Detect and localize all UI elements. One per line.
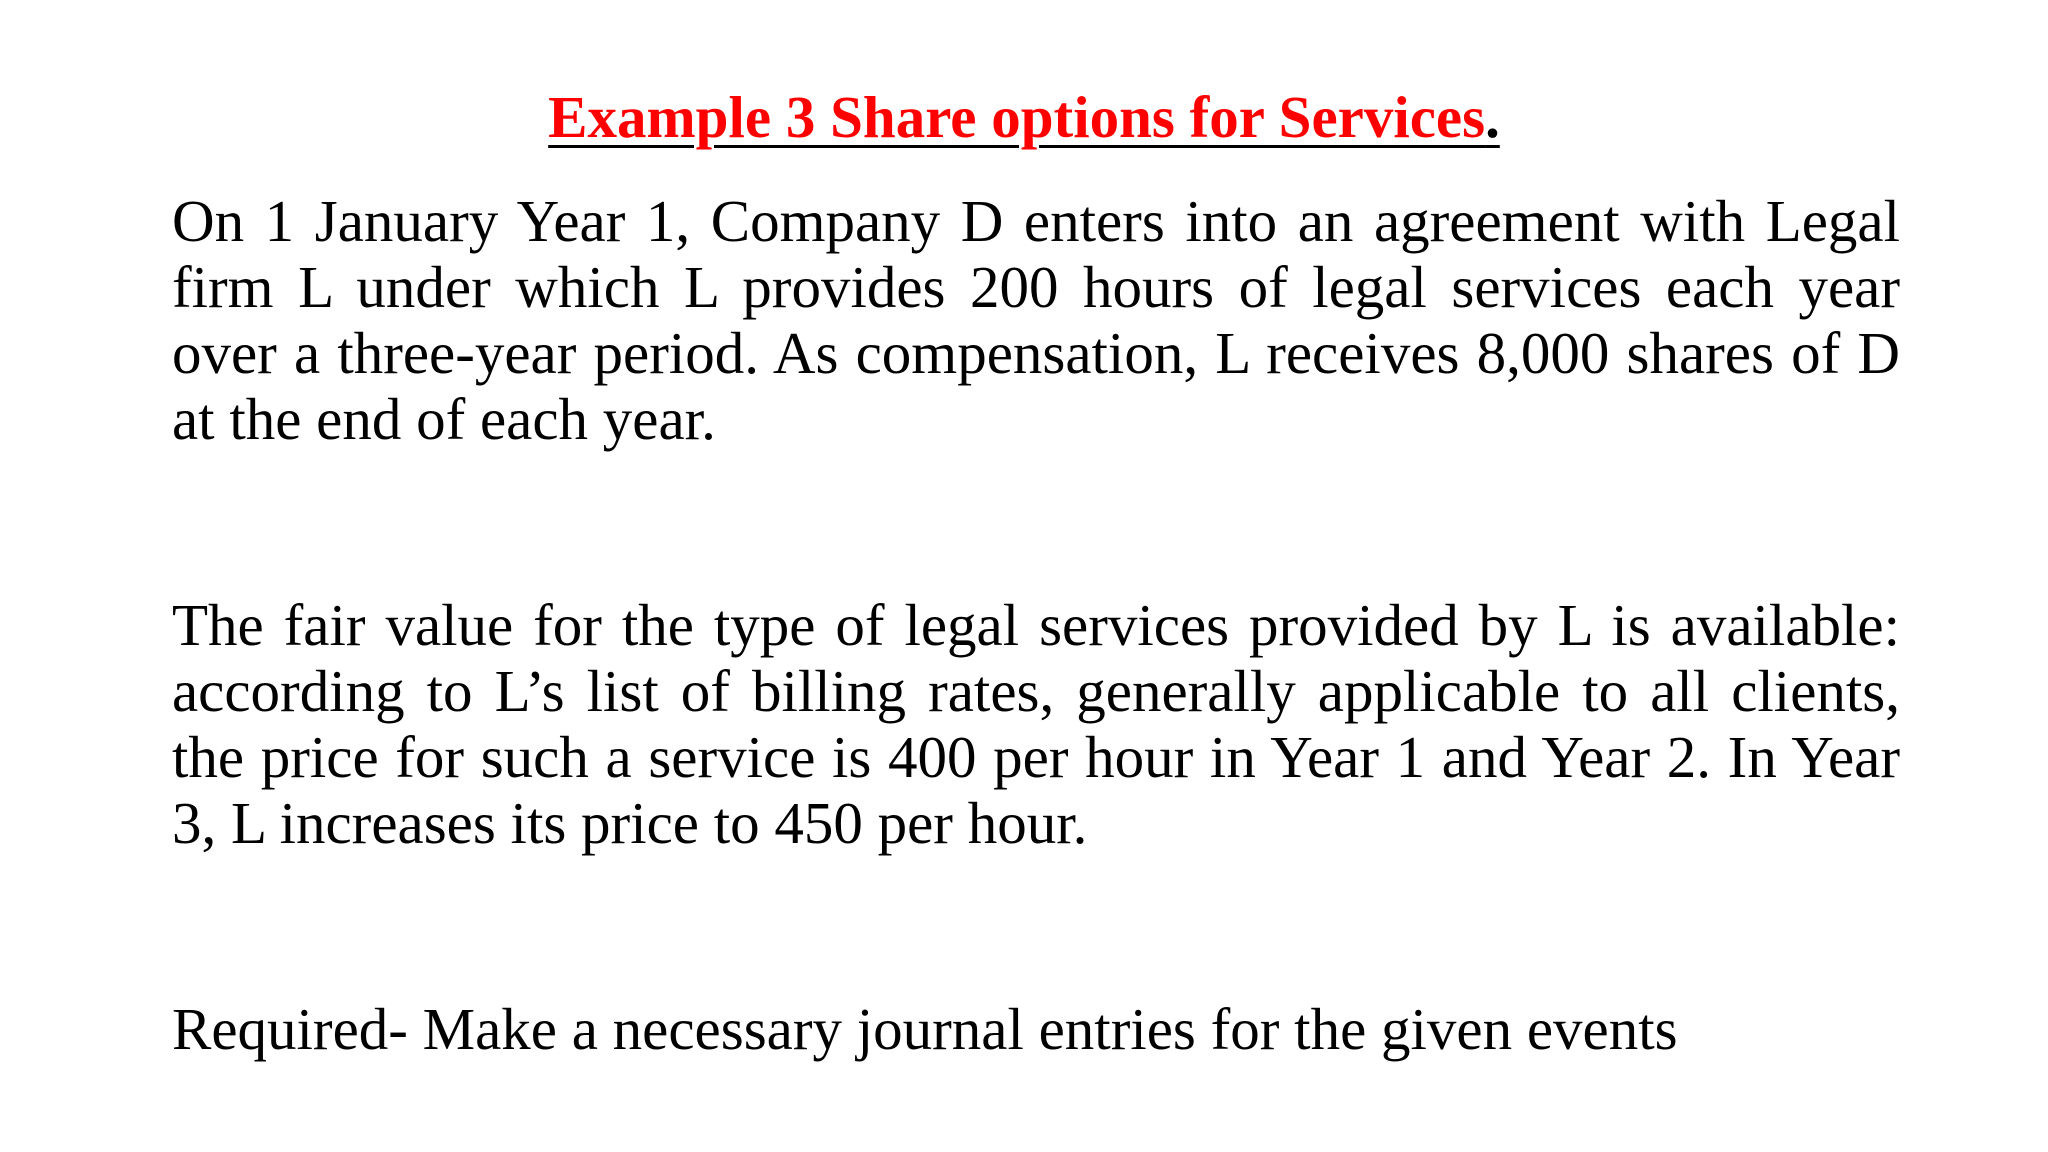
slide-title-period: .	[1485, 84, 1500, 150]
paragraph-required: Required- Make a necessary journal entries for the given events	[172, 996, 1678, 1062]
slide-title-text: Example 3 Share options for Services	[548, 84, 1486, 150]
paragraph-agreement: On 1 January Year 1, Company D enters into an agreement with Legal firm L under which L provides 200 hours of legal services each year over a three-year period. As compensation, L receives 8,000 shares of D at the end of each year.	[172, 188, 1900, 452]
paragraph-fair-value: The fair value for the type of legal services provided by L is available: according to L’s list of billing rates, generally applicable to all clients, the price for such a service is 400 per hour in Year 1 and Year 2. In Year 3, L increases its price to 450 per hour.	[172, 592, 1900, 856]
slide-title	[0, 72, 2048, 162]
